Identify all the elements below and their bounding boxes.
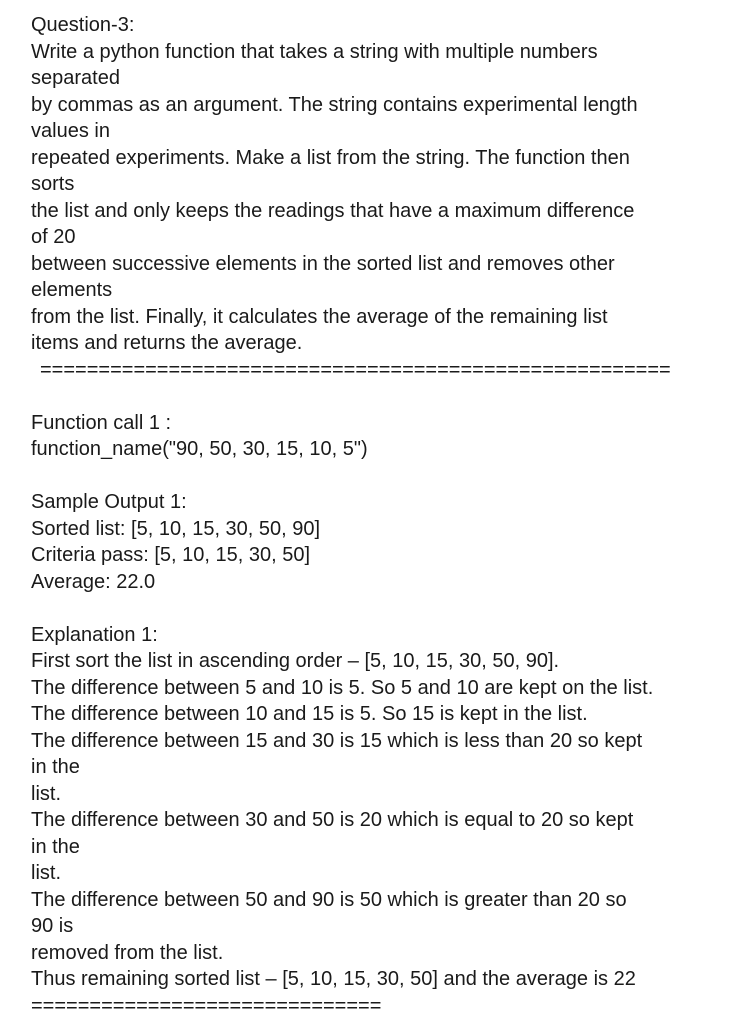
- question-line: repeated experiments. Make a list from the string. The function then: [31, 146, 630, 169]
- explanation-section: [31, 622, 743, 1020]
- explanation-line: The difference between 15 and 30 is 15 which is less than 20 so kept: [31, 729, 643, 752]
- question-line: from the list. Finally, it calculates the average of the remaining list: [31, 305, 608, 328]
- explanation-line: in the: [31, 756, 80, 778]
- explanation-line: The difference between 30 and 50 is 20 which is equal to 20 so kept: [31, 809, 634, 831]
- separator-rule: ======================================================: [40, 358, 671, 381]
- explanation-line: list.: [31, 782, 61, 805]
- question-line: items and returns the average.: [31, 332, 303, 354]
- explanation-line: First sort the list in ascending order – [5, 10, 15, 30, 50, 90].: [31, 650, 560, 672]
- function-call-code: function_name("90, 50, 30, 15, 10, 5"): [31, 438, 368, 460]
- question-line: by commas as an argument. The string contains experimental length: [31, 93, 638, 116]
- question-line: sorts: [31, 173, 75, 195]
- function-call-section: [31, 410, 743, 463]
- question-line: separated: [31, 67, 120, 89]
- spacer: [31, 383, 743, 410]
- separator-rule: ==============================: [31, 994, 382, 1017]
- explanation-line: Thus remaining sorted list – [5, 10, 15, 30, 50] and the average is 22: [31, 968, 636, 990]
- explanation-line: The difference between 50 and 90 is 50 which is greater than 20 so: [31, 888, 627, 911]
- explanation-line: list.: [31, 862, 61, 884]
- explanation-line: 90 is: [31, 915, 74, 937]
- spacer: [31, 595, 743, 622]
- spacer: [31, 463, 743, 490]
- explanation-line: in the: [31, 835, 80, 858]
- question-line: between successive elements in the sorted list and removes other: [31, 252, 615, 275]
- average-output: Average: 22.0: [31, 570, 156, 593]
- explanation-line: The difference between 10 and 15 is 5. So 15 is kept in the list.: [31, 703, 588, 725]
- question-line: values in: [31, 120, 110, 142]
- sample-output-label: Sample Output 1:: [31, 491, 187, 513]
- criteria-pass-output: Criteria pass: [5, 10, 15, 30, 50]: [31, 544, 311, 566]
- sorted-list-output: Sorted list: [5, 10, 15, 30, 50, 90]: [31, 517, 321, 540]
- question-line: the list and only keeps the readings that have a maximum difference: [31, 199, 635, 222]
- function-call-label: Function call 1 :: [31, 411, 172, 434]
- sample-output-section: [31, 489, 743, 595]
- question-section: [31, 12, 743, 383]
- question-heading: Question-3:: [31, 14, 135, 36]
- question-line: of 20: [31, 226, 76, 248]
- question-line: elements: [31, 279, 113, 301]
- question-line: Write a python function that takes a string with multiple numbers: [31, 40, 598, 63]
- explanation-line: removed from the list.: [31, 941, 224, 964]
- explanation-line: The difference between 5 and 10 is 5. So 5 and 10 are kept on the list.: [31, 676, 654, 699]
- explanation-label: Explanation 1:: [31, 623, 158, 646]
- document-page: [31, 12, 743, 1019]
